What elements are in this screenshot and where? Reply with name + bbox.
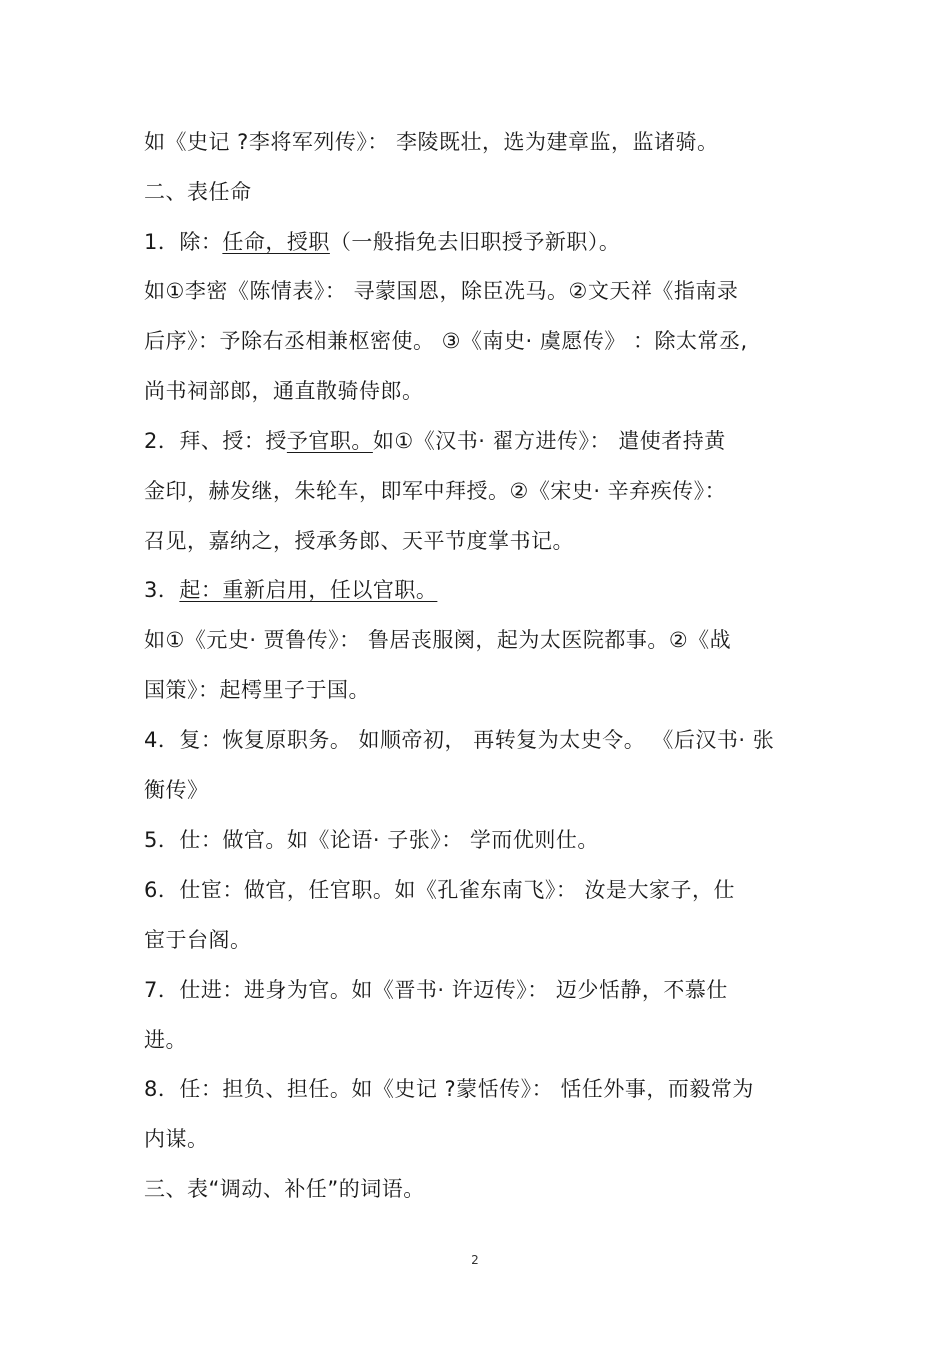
text-line-11	[144, 625, 731, 655]
text-line-14	[144, 775, 209, 805]
text-line-5	[144, 326, 748, 356]
text-segment: 召见，嘉纳之，授承务郎、天平节度掌书记。	[144, 529, 574, 553]
text-line-3	[144, 227, 620, 257]
text-segment: 如①李密《陈情表》： 寻蒙国恩，除臣冼马。②文天祥《指南录	[144, 279, 739, 303]
text-segment: 3．	[144, 578, 180, 602]
text-line-4	[144, 276, 738, 306]
text-segment: 如《史记 ?李将军列传》： 李陵既壮，选为建章监，监诸骑。	[144, 130, 719, 154]
text-line-15	[144, 825, 599, 855]
text-segment: 国策》：起樗里子于国。	[144, 678, 370, 702]
text-segment: 尚书祠部郎，通直散骑侍郎。	[144, 379, 424, 403]
text-segment: 内谋。	[144, 1127, 209, 1151]
page-number: 2	[471, 1253, 479, 1267]
text-segment: 2．拜、授：授	[144, 429, 287, 453]
text-line-16	[144, 875, 735, 905]
text-segment: 三、表“调动、补任”的词语。	[144, 1177, 425, 1201]
text-line-18	[144, 975, 728, 1005]
text-line-6	[144, 376, 424, 406]
text-segment: 8．任：担负、担任。如《史记 ?蒙恬传》： 恬任外事，而毅常为	[144, 1077, 754, 1101]
text-line-9	[144, 526, 574, 556]
text-segment: 1．除：	[144, 230, 223, 254]
text-line-10	[144, 575, 437, 605]
section-heading-2	[144, 177, 252, 207]
text-segment: 二、表任命	[144, 180, 252, 204]
text-segment: 6．仕宦：做官，任官职。如《孔雀东南飞》： 汝是大家子，仕	[144, 878, 736, 902]
text-line-19	[144, 1025, 187, 1055]
text-line-8	[144, 476, 726, 506]
text-line-21	[144, 1124, 209, 1154]
text-line-1	[144, 127, 719, 157]
text-line-12	[144, 675, 370, 705]
underlined-segment: 任命，授职	[222, 230, 330, 254]
underlined-segment: 予官职。	[286, 429, 373, 453]
underlined-segment: 起：重新启用，任以官职。	[179, 578, 438, 602]
text-segment: 7．仕进：进身为官。如《晋书· 许迈传》： 迈少恬静，不慕仕	[144, 978, 728, 1002]
text-segment: （一般指免去旧职授予新职）。	[329, 230, 621, 254]
text-segment: 金印，赫发继，朱轮车，即军中拜授。②《宋史· 辛弃疾传》：	[144, 479, 727, 503]
text-line-13	[144, 725, 774, 755]
text-segment: 进。	[144, 1028, 187, 1052]
text-segment: 衡传》	[144, 778, 209, 802]
text-segment: 宦于台阁。	[144, 928, 252, 952]
text-segment: 如①《元史· 贾鲁传》： 鲁居丧服阕，起为太医院都事。②《战	[144, 628, 732, 652]
text-line-20	[144, 1074, 754, 1104]
text-segment: 5．仕：做官。如《论语· 子张》： 学而优则仕。	[144, 828, 599, 852]
section-heading-3	[144, 1174, 425, 1204]
text-segment: 4．复：恢复原职务。 如顺帝初， 再转复为太史令。 《后汉书· 张	[144, 728, 775, 752]
text-segment: 如①《汉书· 翟方进传》： 遣使者持黄	[372, 429, 726, 453]
text-segment: 后序》：予除右丞相兼枢密使。 ③《南史· 虞愿传》 ：除太常丞,	[144, 329, 748, 353]
text-line-17	[144, 925, 252, 955]
text-line-7	[144, 426, 726, 456]
